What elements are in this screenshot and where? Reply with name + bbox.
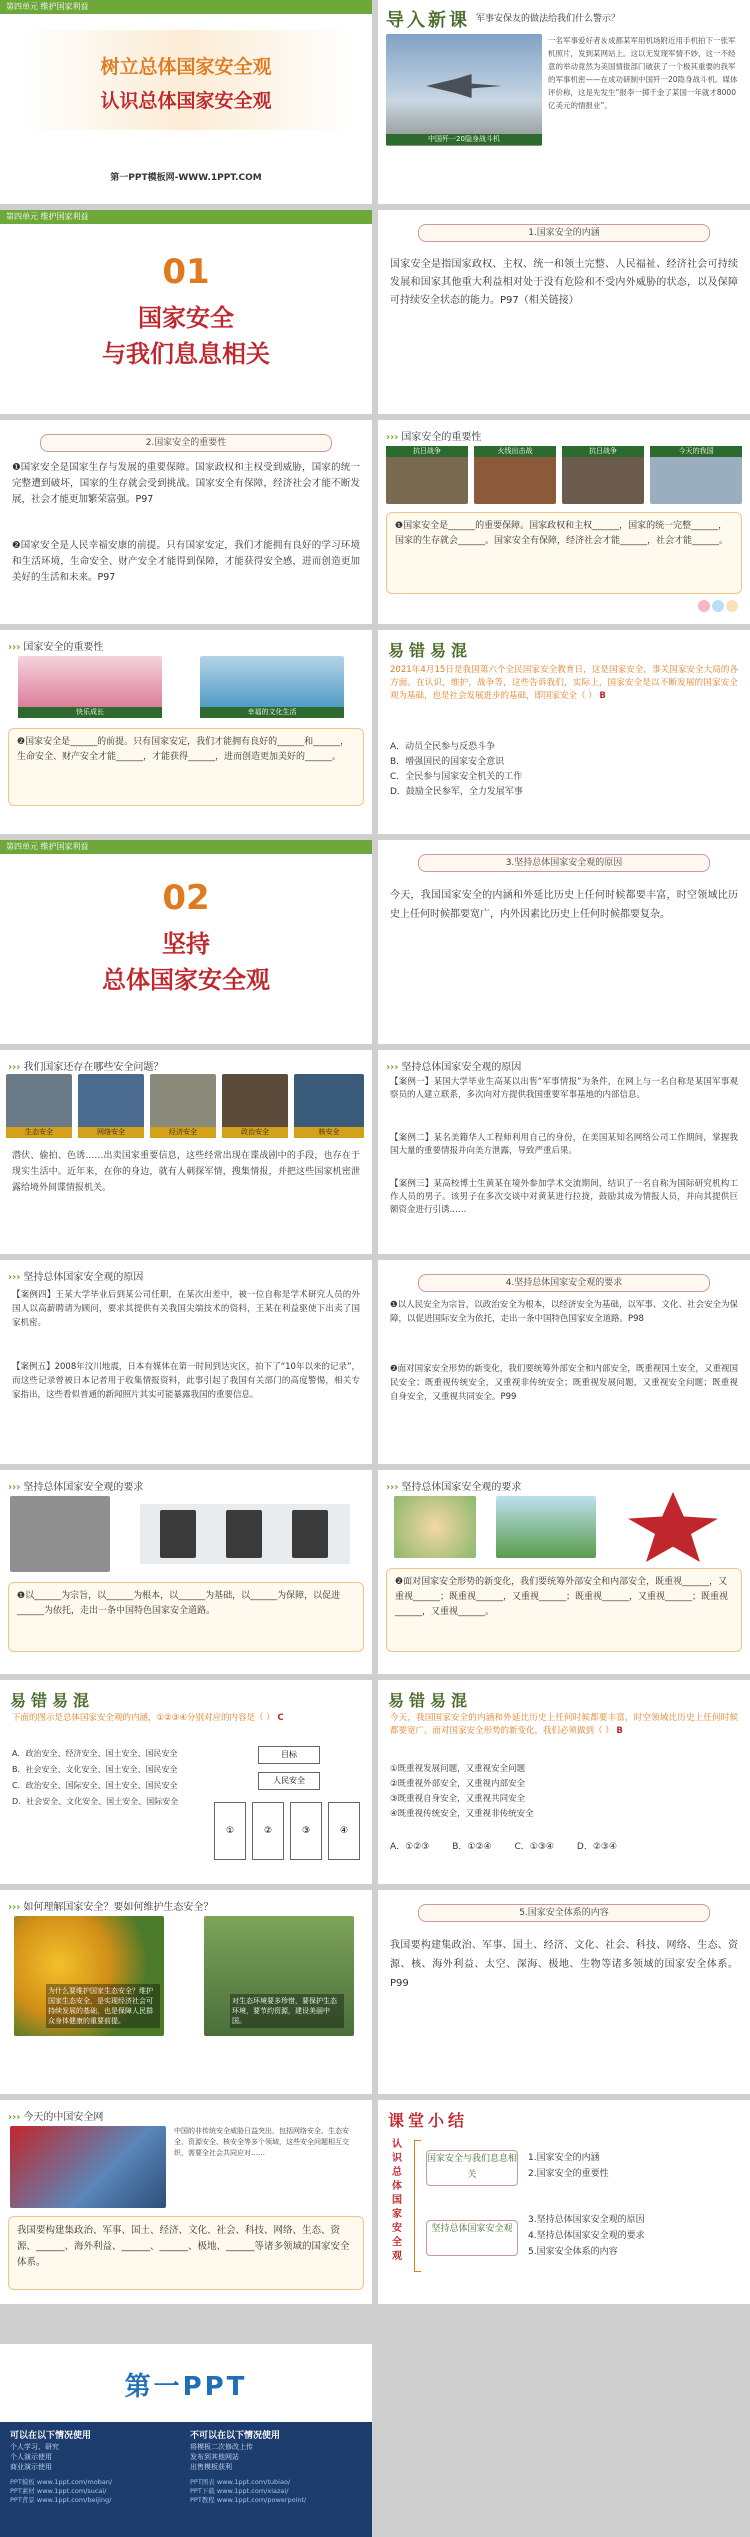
arrows-icon: ››› — [8, 2112, 21, 2123]
case-2: 【案例二】某名美籍华人工程师利用自己的身份，在美国某知名网络公司工作期间，掌握我国大量的重要情报并向美方泄露，导致严重后果。 — [390, 1133, 738, 1156]
arrows-icon: ››› — [8, 1482, 21, 1493]
slide-header: ››› 我们国家还存在哪些安全问题？ — [8, 1062, 164, 1073]
photo-disaster — [10, 1496, 110, 1572]
topic-bar: 2.国家安全的重要性 — [40, 434, 332, 452]
flowers-photo — [14, 1916, 164, 2036]
title-banner — [20, 30, 352, 130]
section-number: 01 — [162, 252, 210, 292]
footer-links-2 — [190, 2478, 306, 2505]
building-graphic — [496, 1496, 596, 1558]
intro-question: 军事安保友的做法给我们什么警示？ — [476, 14, 621, 24]
footer-promo-slide[interactable] — [0, 2344, 372, 2537]
quiz-answer: C — [277, 1713, 284, 1723]
fighter-jet-photo — [386, 34, 542, 146]
photo-economy: 经济安全 — [150, 1074, 216, 1138]
cover-title-2: 认识总体国家安全观 — [100, 90, 272, 112]
quiz-option[interactable]: C．全民参与国家安全机关的工作 — [390, 772, 523, 782]
case-4: 【案例四】王某大学毕业后到某公司任职，在某次出差中，被一位自称是学术研究人员的外国人以高薪聘请为顾问，要求其提供有关我国尖端技术的资料，王某在利益驱使下出卖了国家机密。 — [12, 1290, 360, 1328]
arrows-icon: ››› — [8, 1062, 21, 1073]
footer-link[interactable]: PPT模板 www.1ppt.com/moban/ — [10, 2478, 113, 2486]
slide-11-security-issues[interactable] — [0, 1050, 372, 1254]
quiz-question: 下面的图示是总体国家安全观的内涵，①②③④分别对应的内容是（ ） C — [12, 1713, 284, 1723]
quiz-options — [390, 1840, 738, 1855]
summary-title: 课堂小结 — [388, 2111, 469, 2130]
slide-header: ››› 坚持总体国家安全观的要求 — [386, 1482, 522, 1493]
photo-3: 抗日战争 — [562, 446, 644, 504]
slide-6-importance-photos[interactable] — [378, 420, 750, 624]
section-title-2: 与我们息息相关 — [102, 340, 270, 368]
slide-14-requirements[interactable] — [378, 1260, 750, 1464]
arrows-icon: ››› — [8, 1902, 21, 1913]
unit-label: 第四单元 维护国家利益 — [0, 0, 372, 14]
quiz-option[interactable]: B．①②④ — [452, 1842, 492, 1852]
quiz-option[interactable]: A．政治安全、经济安全、国土安全、国民安全 — [12, 1749, 178, 1758]
footer-logo: 第一PPT — [124, 2372, 248, 2402]
slide-22-summary[interactable] — [378, 2100, 750, 2304]
summary-item: 4.坚持总体国家安全观的要求 — [528, 2231, 645, 2241]
slide-5-importance[interactable] — [0, 420, 372, 624]
security-net-photo — [10, 2126, 166, 2208]
cannot-use-title: 不可以在以下情况使用 — [190, 2431, 281, 2441]
slide-12-reason-cases[interactable] — [378, 1050, 750, 1254]
summary-group-2: 坚持总体国家安全观 — [426, 2220, 518, 2256]
summary-group-2-items — [528, 2212, 645, 2260]
photo-2: 火线出击战 — [474, 446, 556, 504]
arrows-icon: ››› — [386, 1062, 399, 1073]
photo-ecology: 生态安全 — [6, 1074, 72, 1138]
summary-group-1: 国家安全与我们息息相关 — [426, 2150, 518, 2186]
summary-item: 1.国家安全的内涵 — [528, 2153, 600, 2163]
quiz-question: 2021年4月15日是我国第六个全民国家安全教育日，这是国家安全，事关国家安全大局的各方面。在认识，维护，战争等，这些告诉我们，实际上，国家安全是以不断发展的国家安全观为基础，也是社会发展进步的基础，即国家安全（ ） B — [390, 665, 738, 701]
quiz-statement: ②既重视外部安全，又重视内部安全 — [390, 1779, 526, 1789]
case-5: 【案例五】2008年汶川地震，日本有媒体在第一时间到达灾区，拍下了“10年以来的记录”，而这些记录曾被日本记者用于收集情报资料，此事引起了我国有关部门的高度警惕，相关专家指出，这些看似普通的新闻照片其实可能暴露我国的重要信息。 — [12, 1362, 360, 1400]
slide-header: ››› 今天的中国安全网 — [8, 2112, 104, 2123]
quiz-title: 易错易混 — [10, 1691, 95, 1710]
cover-title-1: 树立总体国家安全观 — [100, 56, 272, 78]
photo-network: 网络安全 — [78, 1074, 144, 1138]
turtle-photo — [204, 1916, 354, 2036]
slide-1-cover[interactable] — [0, 0, 372, 204]
slide-7-importance-photos-2[interactable] — [0, 630, 372, 834]
section-title-1: 坚持 — [162, 930, 210, 958]
slide-15-requirements-photos[interactable] — [0, 1470, 372, 1674]
section-number: 02 — [162, 878, 210, 918]
quiz-option[interactable]: C．①③④ — [514, 1842, 555, 1852]
slide-19-ecology[interactable] — [0, 1890, 372, 2094]
photo-happy-growth: 快乐成长 — [18, 656, 162, 718]
portrait-icon — [292, 1510, 328, 1558]
slide-header: ››› 坚持总体国家安全观的原因 — [8, 1272, 144, 1283]
photo-caption: 中国歼一20隐身战斗机 — [386, 134, 542, 145]
section-title-2: 总体国家安全观 — [102, 966, 270, 994]
jet-icon — [426, 74, 502, 98]
footer-link[interactable]: PPT素材 www.1ppt.com/sucai/ — [10, 2487, 107, 2495]
system-text: 我国要构建集政治、军事、国土、经济、文化、社会、科技、网络、生态、资源、核、海外利益、太空、深海、极地、生物等诸多领域的国家安全体系。P99 — [390, 1940, 738, 1989]
photo-portraits — [140, 1504, 350, 1564]
fill-in-box: ❶国家安全是______的重要保障。国家政权和主权______，国家的统一完整______，国家的生存就会______。国家安全有保障，经济社会才能______，社会才能______。 — [386, 512, 742, 594]
connotation-text: 国家安全是指国家政权、主权、统一和领土完整、人民福祉、经济社会可持续发展和国家其他重大利益相对处于没有危险和不受内外威胁的状态，以及保障可持续安全状态的能力。P97（相关链接） — [390, 259, 738, 306]
quiz-option[interactable]: A．动员全民参与反恐斗争 — [390, 742, 496, 752]
slide-header: ››› 坚持总体国家安全观的原因 — [386, 1062, 522, 1073]
ecology-text-2: 对生态环境要多珍惜，要保护生态环境，要节约资源，建设美丽中国。 — [230, 1994, 344, 2028]
can-use-title: 可以在以下情况使用 — [10, 2431, 92, 2441]
photo-cultural-life: 幸福的文化生活 — [200, 656, 344, 718]
slide-header: ››› 如何理解国家安全？要如何维护生态安全？ — [8, 1902, 214, 1913]
slide-8-quiz[interactable] — [378, 630, 750, 834]
arrows-icon: ››› — [386, 432, 399, 443]
fill-in-box: ❷面对国家安全形势的新变化，我们要统筹外部安全和内部安全，既重视______，又重视______；既重视______，又重视______；既重视______，又重视______；既重视______，又重视______。 — [386, 1568, 742, 1652]
quiz-answer: B — [616, 1726, 623, 1736]
unit-label: 第四单元 维护国家利益 — [0, 210, 372, 224]
requirement-2: ❷面对国家安全形势的新变化，我们要统筹外部安全和内部安全，既重视国土安全，又重视国民安全；既重视传统安全，又重视非传统安全；既重视发展问题，又重视安全问题；既重视自身安全，又重视共同安全。P99 — [390, 1364, 738, 1402]
topic-bar: 4.坚持总体国家安全观的要求 — [418, 1274, 710, 1292]
slide-4-connotation[interactable] — [378, 210, 750, 414]
footer-link[interactable]: PPT背景 www.1ppt.com/beijing/ — [10, 2496, 112, 2504]
section-title-1: 国家安全 — [138, 304, 234, 332]
topic-bar: 1.国家安全的内涵 — [418, 224, 710, 242]
globe-graphic — [394, 1496, 476, 1558]
side-text: 中国的非传统安全威胁日益突出，包括网络安全、生态安全、资源安全、核安全等多个领域，这些安全问题相互交织，需要全社会共同应对…… — [174, 2127, 349, 2157]
summary-item: 2.国家安全的重要性 — [528, 2169, 609, 2179]
footer-links — [10, 2478, 112, 2505]
case-3: 【案例三】某高校博士生黄某在境外参加学术交流期间，结识了一名自称为国际研究机构工作人员的男子。该男子在多次交谈中对黄某进行拉拢，鼓励其成为情报人员，并向其提供巨额资金进行引诱…… — [390, 1179, 738, 1215]
quiz-statement: ①既重视发展问题，又重视安全问题 — [390, 1764, 526, 1774]
slide-16-requirements-graphics[interactable] — [378, 1470, 750, 1674]
fill-in-box: ❶以______为宗旨，以______为根本，以______为基础，以______为保障，以促进______为依托，走出一条中国特色国家安全道路。 — [8, 1582, 364, 1652]
slide-10-reason[interactable] — [378, 840, 750, 1044]
portrait-icon — [226, 1510, 262, 1558]
slide-header: ››› 国家安全的重要性 — [8, 642, 104, 653]
topic-bar: 5.国家安全体系的内容 — [418, 1904, 710, 1922]
slide-13-reason-cases-2[interactable] — [0, 1260, 372, 1464]
quiz-options — [390, 740, 738, 800]
slide-18-quiz[interactable] — [378, 1680, 750, 1884]
footer-link[interactable]: PPT图表 www.1ppt.com/tubiao/ — [190, 2478, 291, 2486]
quiz-statement: ④既重视传统安全，又重视非传统安全 — [390, 1809, 534, 1819]
intro-text: 一名军事爱好者＆成都某军用机场附近用手机拍下一张军机照片，发到某网站上。这以无发现军情不妙，这一不经意的举动竟然为美国情报部门破获了一个极其重要的我军的军事机密——在成功研制中国歼一20隐身战斗机。媒体评价称，这是先发生“报李一掷千金了某国一年就才8000亿美元的情报业”。 — [548, 36, 738, 110]
diagram-people: 人民安全 — [258, 1772, 320, 1790]
portrait-icon — [160, 1510, 196, 1558]
summary-bracket — [414, 2140, 421, 2272]
diagram-slot-3: ③ — [290, 1802, 322, 1860]
quiz-options — [12, 1746, 182, 1810]
spy-text: 潜伏、偷拍、色诱……出卖国家重要信息，这些经常出现在谍战剧中的手段，也存在于现实生活中。近年来，在你的身边，就有人刺探军情，搜集情报，并把这些国家机密泄露给境外间谍情报机关。 — [12, 1151, 360, 1193]
topic-bar: 3.坚持总体国家安全观的原因 — [418, 854, 710, 872]
unit-label: 第四单元 维护国家利益 — [0, 840, 372, 854]
quiz-option[interactable]: C．政治安全、国际安全、国土安全、国民安全 — [12, 1781, 178, 1790]
ecology-text-1: 为什么要维护国家生态安全？维护国家生态安全，是实现经济社会可持续发展的基础，也是保障人民群众身体健康的重要前提。 — [46, 1984, 160, 2028]
quiz-option[interactable]: B．增强国民的国家安全意识 — [390, 757, 505, 767]
slide-3-section-01[interactable] — [0, 210, 372, 414]
requirement-1: ❶以人民安全为宗旨，以政治安全为根本，以经济安全为基础，以军事、文化、社会安全为保障，以促进国际安全为依托，走出一条中国特色国家安全道路。P98 — [390, 1300, 738, 1324]
case-1: 【案例一】某国大学毕业生高某以出售“军事情报”为条件，在网上与一名自称是某国军事观察员的人建立联系，多次向对方提供我国重要军事基地的内部信息。 — [390, 1077, 738, 1100]
slide-2-intro[interactable] — [378, 0, 750, 204]
slide-header: ››› 坚持总体国家安全观的要求 — [8, 1482, 144, 1493]
slide-header: ››› 国家安全的重要性 — [386, 432, 482, 443]
footer-link[interactable]: PPT下载 www.1ppt.com/xiazai/ — [190, 2487, 289, 2495]
summary-group-1-items — [528, 2150, 609, 2182]
quiz-option[interactable]: B．社会安全、文化安全、国土安全、国民安全 — [12, 1765, 178, 1774]
quiz-question: 今天，我国国家安全的内涵和外延比历史上任何时候都要丰富，时空领域比历史上任何时候都要宽广。面对国家安全形势的新变化，我们必须做到（ ） B — [390, 1713, 738, 1736]
fill-in-box: 我国要构建集政治、军事、国土、经济、文化、社会、科技、网络、生态、资源、______、海外利益、______、______、极地、______等诸多领域的国家安全体系。 — [8, 2216, 364, 2290]
footer-info-panel — [0, 2422, 372, 2537]
quiz-statements — [390, 1762, 738, 1822]
quiz-title: 易错易混 — [388, 1691, 473, 1710]
slide-21-security-net[interactable] — [0, 2100, 372, 2304]
quiz-option[interactable]: D．鼓励全民参军，全力发展军事 — [390, 787, 523, 797]
quiz-title: 易错易混 — [388, 641, 473, 660]
summary-item: 5.国家安全体系的内容 — [528, 2247, 618, 2257]
fill-in-box: ❷国家安全是______的前提。只有国家安定，我们才能拥有良好的______和______，生命安全、财产安全才能______，才能获得______，进而创造更加美好的______。 — [8, 728, 364, 806]
importance-point-1: ❶国家安全是国家生存与发展的重要保障。国家政权和主权受到威胁，国家的统一完整遭到破坏，国家的生存就会受到挑战。国家安全有保障，经济社会才能不断发展，社会才能更加繁荣富强。P97 — [12, 462, 360, 505]
cannot-use-list: 将模板二次修改上传 发布到其他网站 出售模板获利 — [190, 2443, 253, 2471]
reason-text: 今天，我国国家安全的内涵和外延比历史上任何时候都要丰富，时空领域比历史上任何时候都要宽广，内外因素比历史上任何时候都要复杂。 — [390, 890, 738, 920]
photo-nuclear: 核安全 — [294, 1074, 364, 1138]
diagram-goal: 目标 — [258, 1746, 320, 1764]
footer-link[interactable]: PPT教程 www.1ppt.com/powerpoint/ — [190, 2496, 307, 2504]
photo-1: 抗日战争 — [386, 446, 468, 504]
arrows-icon: ››› — [8, 642, 21, 653]
site-name: 第一PPT模板网-WWW.1PPT.COM — [110, 173, 262, 183]
summary-item: 3.坚持总体国家安全观的原因 — [528, 2215, 645, 2225]
can-use-list: 个人学习、研究 个人演示使用 商业演示使用 — [10, 2443, 59, 2471]
diagram-slot-1: ① — [214, 1802, 246, 1860]
quiz-option[interactable]: D．②③④ — [576, 1842, 618, 1852]
importance-point-2: ❷国家安全是人民幸福安康的前提。只有国家安定，我们才能拥有良好的学习环境和生活环境，生命安全、财产安全才能得到保障，才能获得安全感，进而创造更加美好的生活和未来。P97 — [12, 540, 360, 583]
slide-9-section-02[interactable] — [0, 840, 372, 1044]
arrows-icon: ››› — [386, 1482, 399, 1493]
diagram-slot-4: ④ — [328, 1802, 360, 1860]
intro-heading: 导入新课 — [386, 10, 470, 31]
decor-dots — [696, 597, 738, 616]
quiz-option[interactable]: A．①②③ — [390, 1842, 430, 1852]
slide-20-system[interactable] — [378, 1890, 750, 2094]
photo-politics: 政治安全 — [222, 1074, 288, 1138]
summary-root: 认识总体国家安全观 — [392, 2139, 402, 2262]
photo-4: 今天的我国 — [650, 446, 742, 504]
arrows-icon: ››› — [8, 1272, 21, 1283]
quiz-option[interactable]: D．社会安全、文化安全、国土安全、国际安全 — [12, 1797, 179, 1806]
quiz-statement: ③既重视自身安全，又重视共同安全 — [390, 1794, 526, 1804]
slide-17-quiz-diagram[interactable] — [0, 1680, 372, 1884]
quiz-answer: B — [599, 691, 606, 701]
diagram-slot-2: ② — [252, 1802, 284, 1860]
safety-diagram — [214, 1746, 362, 1872]
star-diagram-icon — [628, 1492, 718, 1562]
